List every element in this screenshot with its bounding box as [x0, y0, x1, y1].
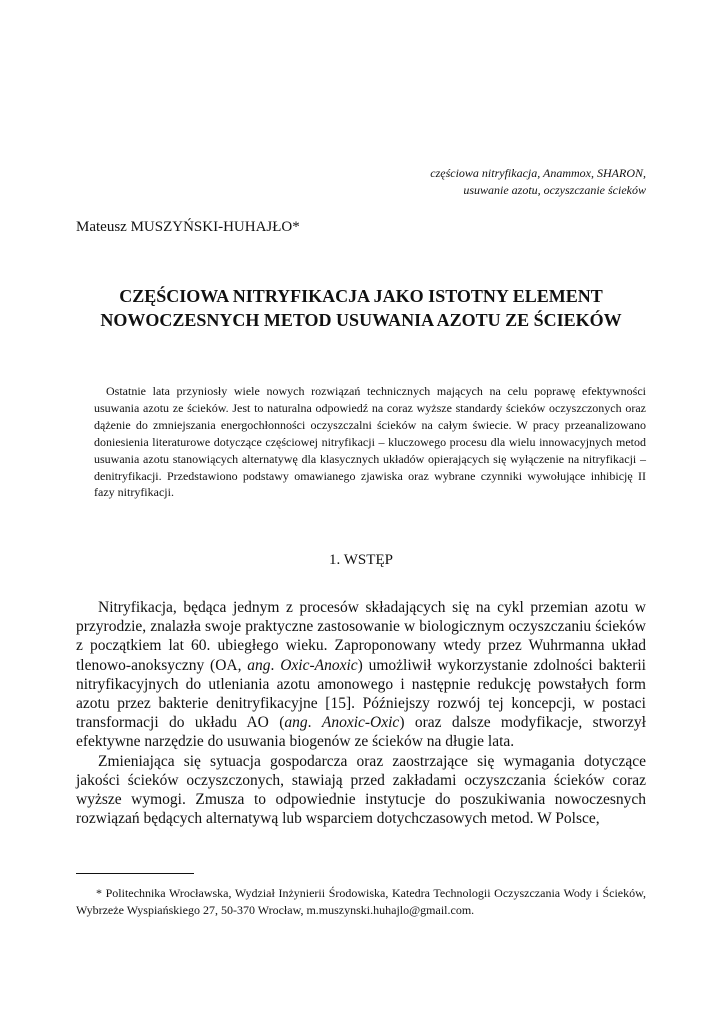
paper-title — [60, 284, 662, 332]
footnote: * Politechnika Wrocławska, Wydział Inżynierii Środowiska, Katedra Technologii Oczyszczania Wody i Ścieków, Wybrzeże Wyspiańskiego 27, 50-370 Wrocław, m.muszynski.huhajlo@gmail.com. — [76, 886, 646, 917]
paragraph-2: Zmieniająca się sytuacja gospodarcza oraz zaostrzające się wymagania dotyczące jakości ścieków oczyszczonych, stawiają przed zakładami oczyszczania ścieków coraz wyższe wymogi. Zmusza to odpowiednie instytucje do poszukiwania nowoczesnych rozwiązań będących alternatywą lub wsparciem dotychczasowych metod. W Polsce, — [76, 752, 646, 828]
title-line-1: CZĘŚCIOWA NITRYFIKACJA JAKO ISTOTNY ELEMENT — [119, 286, 603, 306]
keywords-line-2: usuwanie azotu, oczyszczanie ścieków — [463, 183, 646, 197]
footnote-rule — [76, 873, 194, 874]
abstract: Ostatnie lata przyniosły wiele nowych rozwiązań technicznych mających na celu poprawę efektywności usuwania azotu ze ścieków. Jest to naturalna odpowiedź na coraz wyższe standardy ścieków oczyszczonych oraz dążenie do zmniejszania energochłonności oczyszczalni ścieków na całym świecie. W pracy przeanalizowano doniesienia literaturowe dotyczące częściowej nitryfikacji – kluczowego procesu dla wielu innowacyjnych metod usuwania azotu stanowiących alternatywę dla klasycznych układów opierających się wyłączenie na nitryfikacji – denitryfikacji. Przedstawiono podstawy omawianego zjawiska oraz wybrane czynniki wywołujące inhibicję II fazy nitryfikacji. — [94, 384, 646, 500]
keywords-line-1: częściowa nitryfikacja, Anammox, SHARON, — [430, 166, 646, 180]
title-line-2: NOWOCZESNYCH METOD USUWANIA AZOTU ZE ŚCIEKÓW — [100, 310, 622, 330]
author: Mateusz MUSZYŃSKI-HUHAJŁO* — [76, 219, 300, 235]
paragraph-1: Nitryfikacja, będąca jednym z procesów składających się na cykl przemian azotu w przyrodzie, znalazła swoje praktyczne zastosowanie w biologicznym oczyszczaniu ścieków z początkiem lat 60. ubiegłego wieku. Zaproponowany wtedy przez Wuhrmanna układ tlenowo-anoksyczny (OA, ang. Oxic-Anoxic) umożliwił wykorzystanie zdolności bakterii nitryfikacyjnych do utleniania azotu amonowego i następnie redukcję powstałych form azotu przez bakterie denitryfikacyjne [15]. Późniejszy rozwój tej koncepcji, w postaci transformacji do układu AO (ang. Anoxic-Oxic) oraz dalsze modyfikacje, stworzył efektywne narzędzie do usuwania biogenów ze ścieków na długie lata. — [76, 599, 646, 751]
keywords — [430, 165, 646, 199]
section-heading: 1. WSTĘP — [329, 552, 393, 568]
body-text — [76, 598, 646, 828]
